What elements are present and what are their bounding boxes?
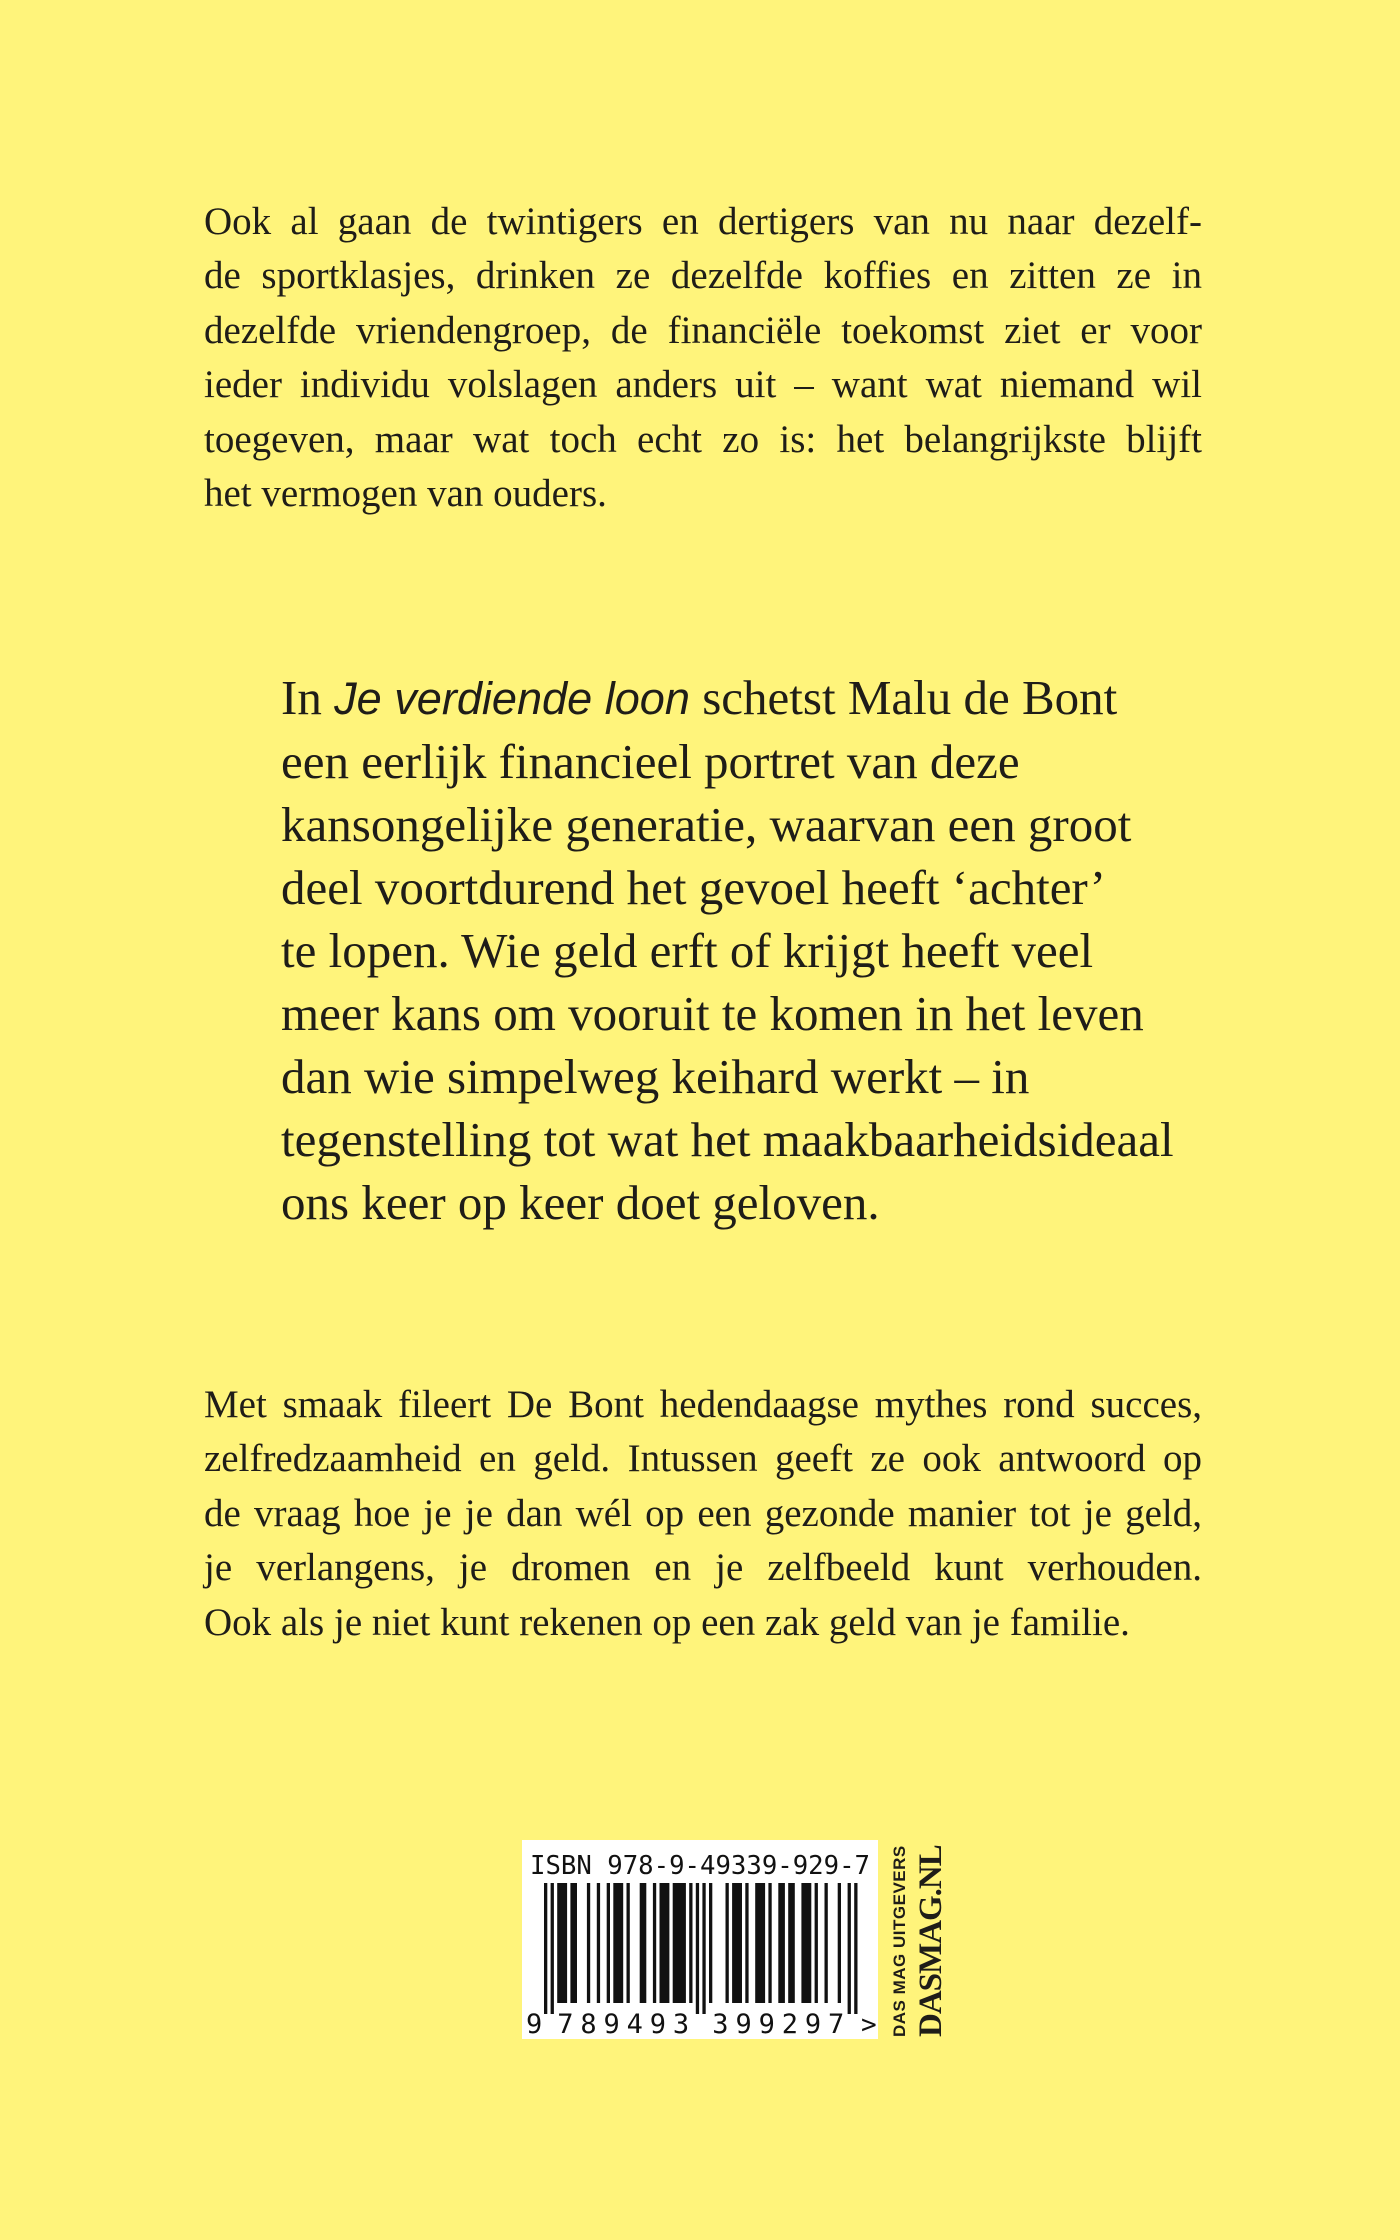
barcode-bar xyxy=(689,1883,692,2003)
barcode-quiet-zone-marker: > xyxy=(861,2010,877,2039)
highlight-line: deel voortdurend het gevoel heeft ‘achter’ xyxy=(281,860,1106,915)
intro-line: het vermogen van ouders. xyxy=(204,472,607,516)
barcode-bar xyxy=(696,1883,699,2014)
highlight-paragraph xyxy=(281,666,1281,1234)
highlight-line: ons keer op keer doet geloven. xyxy=(281,1175,880,1230)
barcode-right-digits: 399297 xyxy=(712,2009,845,2039)
barcode-bar xyxy=(587,1883,590,2003)
barcode-bar xyxy=(726,1883,729,2003)
barcode-bar xyxy=(660,1883,670,2003)
barcode-left-digits: 789493 xyxy=(557,2009,690,2039)
intro-paragraph xyxy=(204,195,1202,521)
highlight-line xyxy=(281,666,1281,730)
barcode-bar xyxy=(640,1883,647,2003)
isbn-label: ISBN 978-9-49339-929-7 xyxy=(530,1851,870,1881)
barcode-bar xyxy=(557,1883,567,2003)
book-title: Je verdiende loon xyxy=(334,673,690,724)
closing-line: je verlangens, je dromen en je zelfbeeld kunt verhouden. xyxy=(204,1546,1202,1590)
barcode-bar xyxy=(825,1883,828,2003)
barcode-bar xyxy=(801,1883,811,2003)
barcode-bar xyxy=(745,1883,748,2003)
barcode-bar xyxy=(551,1883,554,2014)
isbn-barcode xyxy=(522,1840,878,2039)
publisher-imprint: DAS MAG UITGEVERS xyxy=(890,1845,909,2037)
intro-line: toegeven, maar wat toch echt zo is: het belangrijkste blijft xyxy=(204,417,1202,461)
highlight-suffix: schetst Malu de Bont xyxy=(689,670,1118,725)
closing-line: Met smaak fileert De Bont hedendaagse mythes rond succes, xyxy=(204,1383,1202,1426)
barcode-lead-digit: 9 xyxy=(526,2009,543,2039)
barcode-bar xyxy=(702,1883,705,2014)
barcode-bar xyxy=(627,1883,630,2003)
highlight-line: tegenstelling tot wat het maakbaarheidsideaal xyxy=(281,1112,1174,1167)
closing-line: Ook als je niet kunt rekenen op een zak geld van je familie. xyxy=(204,1600,1130,1644)
barcode-bar xyxy=(732,1883,742,2003)
barcode-bar xyxy=(613,1883,623,2003)
closing-paragraph xyxy=(204,1378,1202,1650)
publisher-website: DASMAG.NL xyxy=(913,1845,949,2037)
barcode-bar xyxy=(778,1883,785,2003)
barcode-bar xyxy=(768,1883,771,2003)
barcode-bar xyxy=(755,1883,765,2003)
barcode-bar xyxy=(815,1883,818,2003)
highlight-line: meer kans om vooruit te komen in het leven xyxy=(281,986,1144,1041)
intro-line: de sportklasjes, drinken ze dezelfde koffies en zitten ze in xyxy=(204,254,1202,298)
barcode-bar xyxy=(544,1883,547,2014)
barcode-bar xyxy=(848,1883,851,2014)
highlight-line: te lopen. Wie geld erft of krijgt heeft veel xyxy=(281,923,1094,978)
highlight-prefix: In xyxy=(281,670,335,725)
barcode-bar xyxy=(788,1883,795,2003)
barcode-bar xyxy=(597,1883,600,2003)
intro-line: ieder individu volslagen anders uit – want wat niemand wil xyxy=(204,363,1202,407)
highlight-line: een eerlijk financieel portret van deze xyxy=(281,734,1020,789)
barcode-bar xyxy=(653,1883,656,2003)
barcode-bar xyxy=(607,1883,610,2003)
barcode-bar xyxy=(838,1883,841,2003)
barcode-bar xyxy=(570,1883,577,2003)
highlight-line: dan wie simpelweg keihard werkt – in xyxy=(281,1049,1030,1104)
closing-line: de vraag hoe je je dan wél op een gezonde manier tot je geld, xyxy=(204,1491,1202,1535)
intro-line: dezelfde vriendengroep, de financiële toekomst ziet er voor xyxy=(204,308,1202,352)
highlight-line: kansongelijke generatie, waarvan een groot xyxy=(281,797,1132,852)
barcode-bar xyxy=(854,1883,857,2014)
closing-line: zelfredzaamheid en geld. Intussen geeft ze ook antwoord op xyxy=(204,1437,1202,1481)
barcode-bar xyxy=(709,1883,712,2003)
barcode-bar xyxy=(673,1883,686,2003)
intro-line: Ook al gaan de twintigers en dertigers van nu naar dezelf- xyxy=(204,200,1202,243)
